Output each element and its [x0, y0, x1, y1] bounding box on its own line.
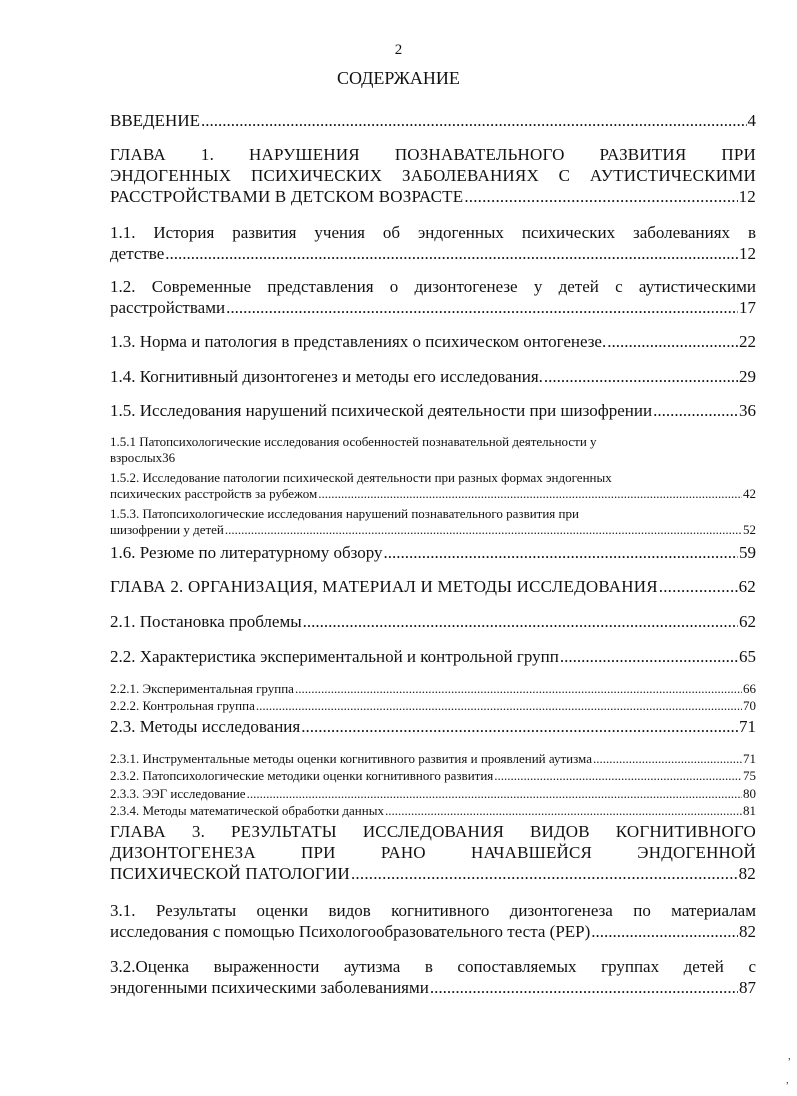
- toc-entry-title: 1.3. Норма и патология в представлениях о психическом онтогенезе.: [110, 332, 607, 351]
- dot-leader: [593, 751, 742, 767]
- toc-entry-title-line: детстве: [110, 244, 165, 263]
- toc-entry-1-5-3[interactable]: [110, 506, 756, 538]
- dot-leader: [591, 921, 738, 942]
- toc-entry-1-1[interactable]: [110, 222, 756, 264]
- dot-leader: [494, 768, 742, 784]
- toc-entry-page: 82: [739, 922, 756, 941]
- toc-entry-title-line: ДИЗОНТОГЕНЕЗА ПРИ РАНО НАЧАВШЕЙСЯ ЭНДОГЕННОЙ: [110, 843, 756, 862]
- toc-entry-page: 62: [739, 612, 756, 631]
- toc-entry-intro[interactable]: [110, 110, 756, 131]
- toc-entry-page: 29: [739, 367, 756, 386]
- dot-leader: [301, 716, 738, 737]
- toc-entry-3-1[interactable]: [110, 900, 756, 942]
- toc-entry-page: 62: [738, 577, 756, 596]
- toc-entry-1-5-2[interactable]: [110, 470, 756, 502]
- toc-entry-title-line: эндогенными психическими заболеваниями: [110, 978, 429, 997]
- toc-entry-1-6[interactable]: [110, 542, 756, 563]
- page-number: 2: [394, 42, 403, 58]
- toc-entry-2-3[interactable]: [110, 716, 756, 737]
- toc-entry-page: 42: [743, 486, 756, 501]
- toc-entry-page: 52: [743, 522, 756, 537]
- toc-entry-title: 2.1. Постановка проблемы: [110, 612, 302, 631]
- toc-entry-title: 2.2.2. Контрольная группа: [110, 698, 255, 713]
- toc-entry-title: ВВЕДЕНИЕ: [110, 111, 200, 130]
- dot-leader: [607, 331, 738, 352]
- toc-entry-title: 2.3. Методы исследования: [110, 717, 301, 736]
- toc-entry-page: 75: [743, 768, 756, 783]
- toc-entry-title: 2.2.1. Экспериментальная группа: [110, 681, 294, 696]
- toc-entry-title-line: расстройствами: [110, 298, 226, 317]
- dot-leader: [225, 522, 742, 538]
- toc-entry-title-line: 1.5.1 Патопсихологические исследования особенностей познавательной деятельности у: [110, 434, 597, 449]
- dot-leader: [464, 186, 737, 207]
- toc-entry-2-1[interactable]: [110, 611, 756, 632]
- dot-leader: [256, 698, 742, 714]
- toc-entry-page: 12: [738, 187, 756, 206]
- toc-entry-title: 1.4. Когнитивный дизонтогенез и методы его исследования.: [110, 367, 543, 386]
- dot-leader: [384, 542, 738, 563]
- toc-entry-title-line: ГЛАВА 3. РЕЗУЛЬТАТЫ ИССЛЕДОВАНИЯ ВИДОВ КОГНИТИВНОГО: [110, 822, 756, 841]
- toc-entry-title: 2.3.2. Патопсихологические методики оценки когнитивного развития: [110, 768, 494, 783]
- dot-leader: [430, 977, 738, 998]
- toc-entry-2-3-4[interactable]: [110, 803, 756, 819]
- toc-entry-title-line: 1.5.2. Исследование патологии психической деятельности при разных формах эндогенных: [110, 470, 612, 485]
- dot-leader: [226, 297, 738, 318]
- toc-entry-title: 2.3.1. Инструментальные методы оценки когнитивного развития и проявлений аутизма: [110, 751, 592, 766]
- toc-entry-title-line: психических расстройств за рубежом: [110, 486, 318, 501]
- toc-entry-chapter-3[interactable]: [110, 821, 756, 884]
- dot-leader: [560, 646, 738, 667]
- toc-entry-1-5[interactable]: [110, 400, 756, 421]
- toc-entry-title-line: ЭНДОГЕННЫХ ПСИХИЧЕСКИХ ЗАБОЛЕВАНИЯХ С АУТИСТИЧЕСКИМИ: [110, 166, 756, 185]
- dot-leader: [247, 786, 742, 802]
- toc-entry-page: 80: [743, 786, 756, 801]
- dot-leader: [303, 611, 738, 632]
- toc-entry-title: 1.5. Исследования нарушений психической деятельности при шизофрении: [110, 401, 653, 420]
- dot-leader: [544, 366, 738, 387]
- toc-entry-title-line: 1.1. История развития учения об эндогенных психических заболеваниях в: [110, 223, 756, 242]
- toc-entry-title: 2.2. Характеристика экспериментальной и контрольной групп: [110, 647, 559, 666]
- toc-entry-2-2[interactable]: [110, 646, 756, 667]
- toc-entry-title-line: исследования с помощью Психологообразовательного теста (PEP): [110, 922, 591, 941]
- dot-leader: [201, 110, 747, 131]
- toc-entry-title-line: РАССТРОЙСТВАМИ В ДЕТСКОМ ВОЗРАСТЕ: [110, 187, 464, 206]
- toc-entry-page: 71: [739, 717, 756, 736]
- toc-entry-2-2-1[interactable]: [110, 681, 756, 697]
- toc-entry-page: 12: [739, 244, 756, 263]
- toc-entry-page: 4: [747, 111, 756, 130]
- toc-entry-page: 87: [739, 978, 756, 997]
- toc-entry-title-line: 3.2.Оценка выраженности аутизма в сопоставляемых группах детей с: [110, 957, 756, 976]
- toc-entry-page: 65: [739, 647, 756, 666]
- toc-entry-2-3-1[interactable]: [110, 751, 756, 767]
- toc-entry-1-3[interactable]: [110, 331, 756, 352]
- toc-entry-title-line: ПСИХИЧЕСКОЙ ПАТОЛОГИИ: [110, 864, 350, 883]
- toc-entry-2-3-3[interactable]: [110, 786, 756, 802]
- toc-entry-title: 2.3.3. ЭЭГ исследование: [110, 786, 246, 801]
- toc-entry-page: 36: [739, 401, 756, 420]
- toc-entry-title-line: 3.1. Результаты оценки видов когнитивного дизонтогенеза по материалам: [110, 901, 756, 920]
- toc-entry-page: 66: [743, 681, 756, 696]
- dot-leader: [659, 576, 738, 597]
- scan-speck: ,: [786, 1074, 789, 1086]
- toc-entry-1-4[interactable]: [110, 366, 756, 387]
- toc-entry-page: 70: [743, 698, 756, 713]
- page-title: СОДЕРЖАНИЕ: [337, 68, 460, 88]
- toc-entry-1-5-1[interactable]: [110, 434, 756, 466]
- dot-leader: [165, 243, 738, 264]
- toc-entry-page: 17: [739, 298, 756, 317]
- toc-entry-title: ГЛАВА 2. ОРГАНИЗАЦИЯ, МАТЕРИАЛ И МЕТОДЫ ИССЛЕДОВАНИЯ: [110, 577, 658, 596]
- toc-entry-title-line: 1.5.3. Патопсихологические исследования нарушений познавательного развития при: [110, 506, 579, 521]
- scan-speck: ,: [788, 1050, 791, 1062]
- toc-entry-2-2-2[interactable]: [110, 698, 756, 714]
- toc-entry-page: 59: [739, 543, 756, 562]
- dot-leader: [385, 803, 742, 819]
- toc-entry-page: 81: [743, 803, 756, 818]
- toc-entry-title: 2.3.4. Методы математической обработки данных: [110, 803, 384, 818]
- toc-entry-1-2[interactable]: [110, 276, 756, 318]
- toc-entry-title-line: ГЛАВА 1. НАРУШЕНИЯ ПОЗНАВАТЕЛЬНОГО РАЗВИТИЯ ПРИ: [110, 145, 756, 164]
- toc-entry-2-3-2[interactable]: [110, 768, 756, 784]
- toc-entry-title: 1.6. Резюме по литературному обзору: [110, 543, 383, 562]
- toc-entry-title-line: взрослых36: [110, 450, 176, 465]
- toc-entry-3-2[interactable]: [110, 956, 756, 998]
- dot-leader: [653, 400, 738, 421]
- toc-entry-chapter-2[interactable]: [110, 576, 756, 597]
- toc-entry-page: 22: [739, 332, 756, 351]
- toc-entry-page: 82: [738, 864, 756, 883]
- toc-entry-page: 71: [743, 751, 756, 766]
- toc-entry-title-line: 1.2. Современные представления о дизонтогенезе у детей с аутистическими: [110, 277, 756, 296]
- dot-leader: [318, 486, 742, 502]
- toc-entry-title-line: шизофрении у детей: [110, 522, 224, 537]
- dot-leader: [351, 863, 738, 884]
- toc-entry-chapter-1[interactable]: [110, 144, 756, 207]
- dot-leader: [295, 681, 742, 697]
